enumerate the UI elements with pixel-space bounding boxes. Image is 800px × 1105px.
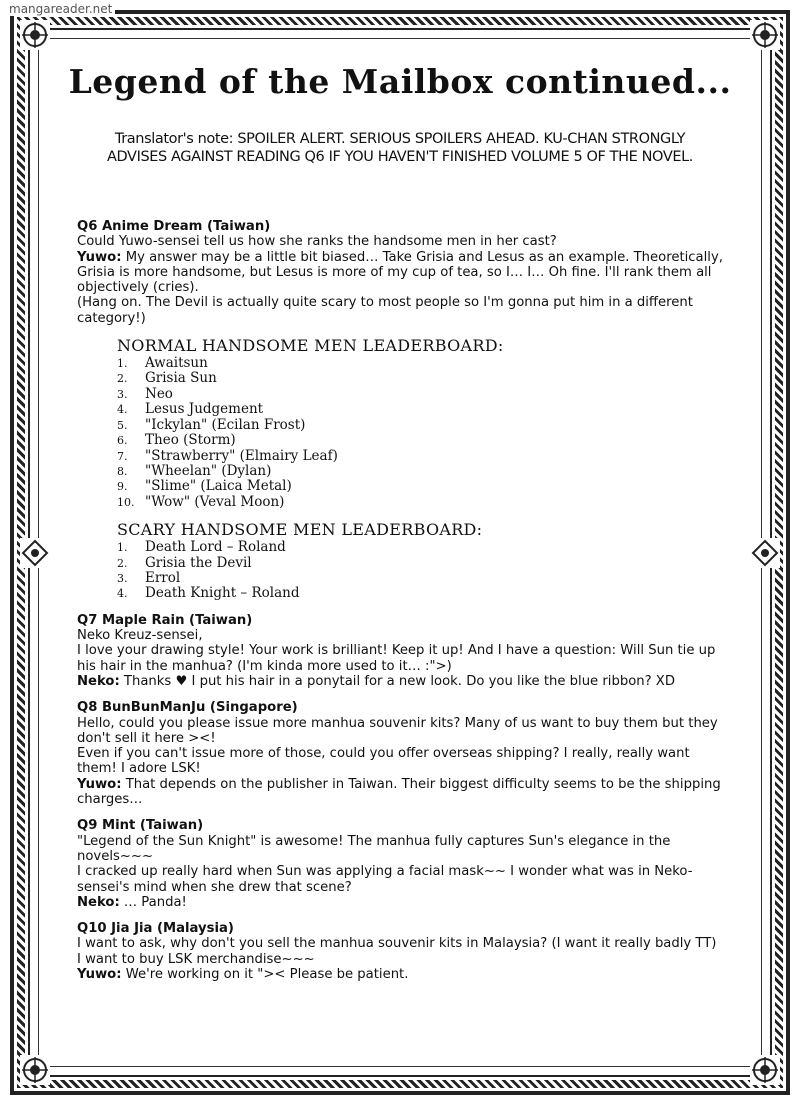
list-item: [117, 449, 727, 464]
list-item: [117, 356, 727, 371]
rank-number: 10.: [117, 495, 135, 509]
q10-section: [77, 921, 727, 982]
rank-number: 7.: [117, 449, 128, 463]
normal-leaderboard: [117, 336, 727, 510]
list-item: [117, 556, 727, 571]
rank-name: "Strawberry" (Elmairy Leaf): [145, 447, 338, 464]
rank-number: 1.: [117, 357, 128, 371]
rank-name: "Wheelan" (Dylan): [145, 462, 272, 479]
answer-text: [77, 250, 727, 296]
rank-name: "Ickylan" (Ecilan Frost): [145, 416, 306, 433]
answer-text: [77, 895, 727, 910]
leaderboard-title: NORMAL HANDSOME MEN LEADERBOARD:: [117, 336, 504, 356]
question-text: Could Yuwo-sensei tell us how she ranks the handsome men in her cast?: [77, 234, 557, 250]
answer-speaker: Neko:: [77, 894, 120, 910]
list-item: [117, 571, 727, 586]
rank-number: 6.: [117, 434, 128, 448]
list-item: [117, 387, 727, 402]
rank-number: 9.: [117, 480, 128, 494]
rank-name: Theo (Storm): [145, 432, 236, 449]
answer-speaker: Yuwo:: [77, 776, 122, 792]
rank-name: Errol: [145, 569, 181, 586]
rank-number: 2.: [117, 556, 128, 570]
corner-ornament-icon: [750, 20, 780, 50]
rank-name: Death Lord – Roland: [145, 539, 286, 556]
question-heading: Q8 BunBunManJu (Singapore): [77, 700, 298, 716]
list-item: [117, 402, 727, 417]
aside-text: (Hang on. The Devil is actually quite scary to most people so I'm gonna put him in a different category!): [77, 295, 693, 326]
rank-name: "Wow" (Veval Moon): [145, 493, 285, 510]
question-greeting: Neko Kreuz-sensei,: [77, 628, 203, 644]
rank-name: Grisia Sun: [145, 370, 217, 387]
answer-text: [77, 674, 727, 689]
list-item: [117, 418, 727, 433]
rank-number: 3.: [117, 571, 128, 585]
watermark: mangareader.net: [6, 2, 115, 16]
question-heading: Q6 Anime Dream (Taiwan): [77, 219, 271, 234]
q7-section: [77, 613, 727, 689]
page-title: Legend of the Mailbox continued...: [68, 62, 732, 101]
list-item: [117, 540, 727, 555]
answer-body: We're working on it ">< Please be patient.: [121, 967, 409, 982]
answer-body: … Panda!: [119, 894, 187, 910]
answer-text: [77, 967, 727, 982]
question-text: Hello, could you please issue more manhua souvenir kits? Many of us want to buy them but they don't sell it here ><!: [77, 715, 718, 746]
corner-ornament-icon: [20, 20, 50, 50]
list-item: [117, 433, 727, 448]
question-heading: Q9 Mint (Taiwan): [77, 818, 204, 834]
question-text: I want to ask, why don't you sell the manhua souvenir kits in Malaysia? (I want it really badly TT): [77, 936, 717, 952]
rank-number: 5.: [117, 418, 128, 432]
rank-name: Grisia the Devil: [145, 554, 252, 571]
rank-name: Death Knight – Roland: [145, 585, 300, 602]
side-ornament-icon: [750, 538, 780, 568]
rank-name: Neo: [145, 385, 173, 402]
answer-speaker: Yuwo:: [77, 249, 122, 265]
rank-number: 8.: [117, 464, 128, 478]
list-item: [117, 586, 727, 601]
question-text: Even if you can't issue more of those, could you offer overseas shipping? I really, really want them! I adore LSK!: [77, 746, 690, 777]
q8-section: [77, 700, 727, 807]
rank-name: Awaitsun: [145, 355, 208, 372]
rank-number: 3.: [117, 387, 128, 401]
question-text: "Legend of the Sun Knight" is awesome! The manhua fully captures Sun's elegance in the novels~~~: [77, 833, 671, 864]
leaderboard-list: [117, 356, 727, 510]
corner-ornament-icon: [750, 1055, 780, 1085]
list-item: [117, 464, 727, 479]
rank-number: 4.: [117, 403, 128, 417]
scary-leaderboard: [117, 520, 727, 602]
answer-speaker: Yuwo:: [77, 967, 122, 982]
list-item: [117, 495, 727, 510]
answer-body: Thanks ♥ I put his hair in a ponytail for a new look. Do you like the blue ribbon? XD: [119, 673, 675, 689]
rank-name: "Slime" (Laica Metal): [145, 478, 292, 495]
mailbox-content: [77, 219, 727, 982]
leaderboard-title: SCARY HANDSOME MEN LEADERBOARD:: [117, 520, 483, 540]
rank-number: 4.: [117, 587, 128, 601]
translator-note: Translator's note: SPOILER ALERT. SERIOUS SPOILERS AHEAD. KU-CHAN STRONGLY ADVISES AGAINST READING Q6 IF YOU HAVEN'T FINISHED VOLUME 5 OF THE NOVEL.: [107, 131, 693, 165]
list-item: [117, 479, 727, 494]
q9-section: [77, 818, 727, 910]
question-text: I love your drawing style! Your work is brilliant! Keep it up! And I have a question: Will Sun tie up his hair in the manhua? (I'm kinda more used to it… :">): [77, 643, 716, 674]
question-heading: Q7 Maple Rain (Taiwan): [77, 612, 253, 628]
question-text: I want to buy LSK merchandise~~~: [77, 951, 315, 967]
side-ornament-icon: [20, 538, 50, 568]
corner-ornament-icon: [20, 1055, 50, 1085]
q6-section: [77, 219, 727, 602]
answer-speaker: Neko:: [77, 673, 120, 689]
rank-name: Lesus Judgement: [145, 401, 264, 418]
question-text: I cracked up really hard when Sun was applying a facial mask~~ I wonder what was in Neko-sensei's mind when she drew that scene?: [77, 864, 693, 895]
rank-number: 2.: [117, 372, 128, 386]
leaderboard-list: [117, 540, 727, 602]
answer-body: My answer may be a little bit biased… Take Grisia and Lesus as an example. Theoretically, Grisia is more handsome, but Lesus is more of my cup of tea, so I… I… Oh fine. I'll rank them all objectively (cries).: [77, 249, 723, 296]
question-heading: Q10 Jia Jia (Malaysia): [77, 921, 234, 937]
answer-text: [77, 777, 727, 808]
rank-number: 1.: [117, 541, 128, 555]
list-item: [117, 371, 727, 386]
answer-body: That depends on the publisher in Taiwan. Their biggest difficulty seems to be the shipping charges…: [77, 776, 721, 808]
